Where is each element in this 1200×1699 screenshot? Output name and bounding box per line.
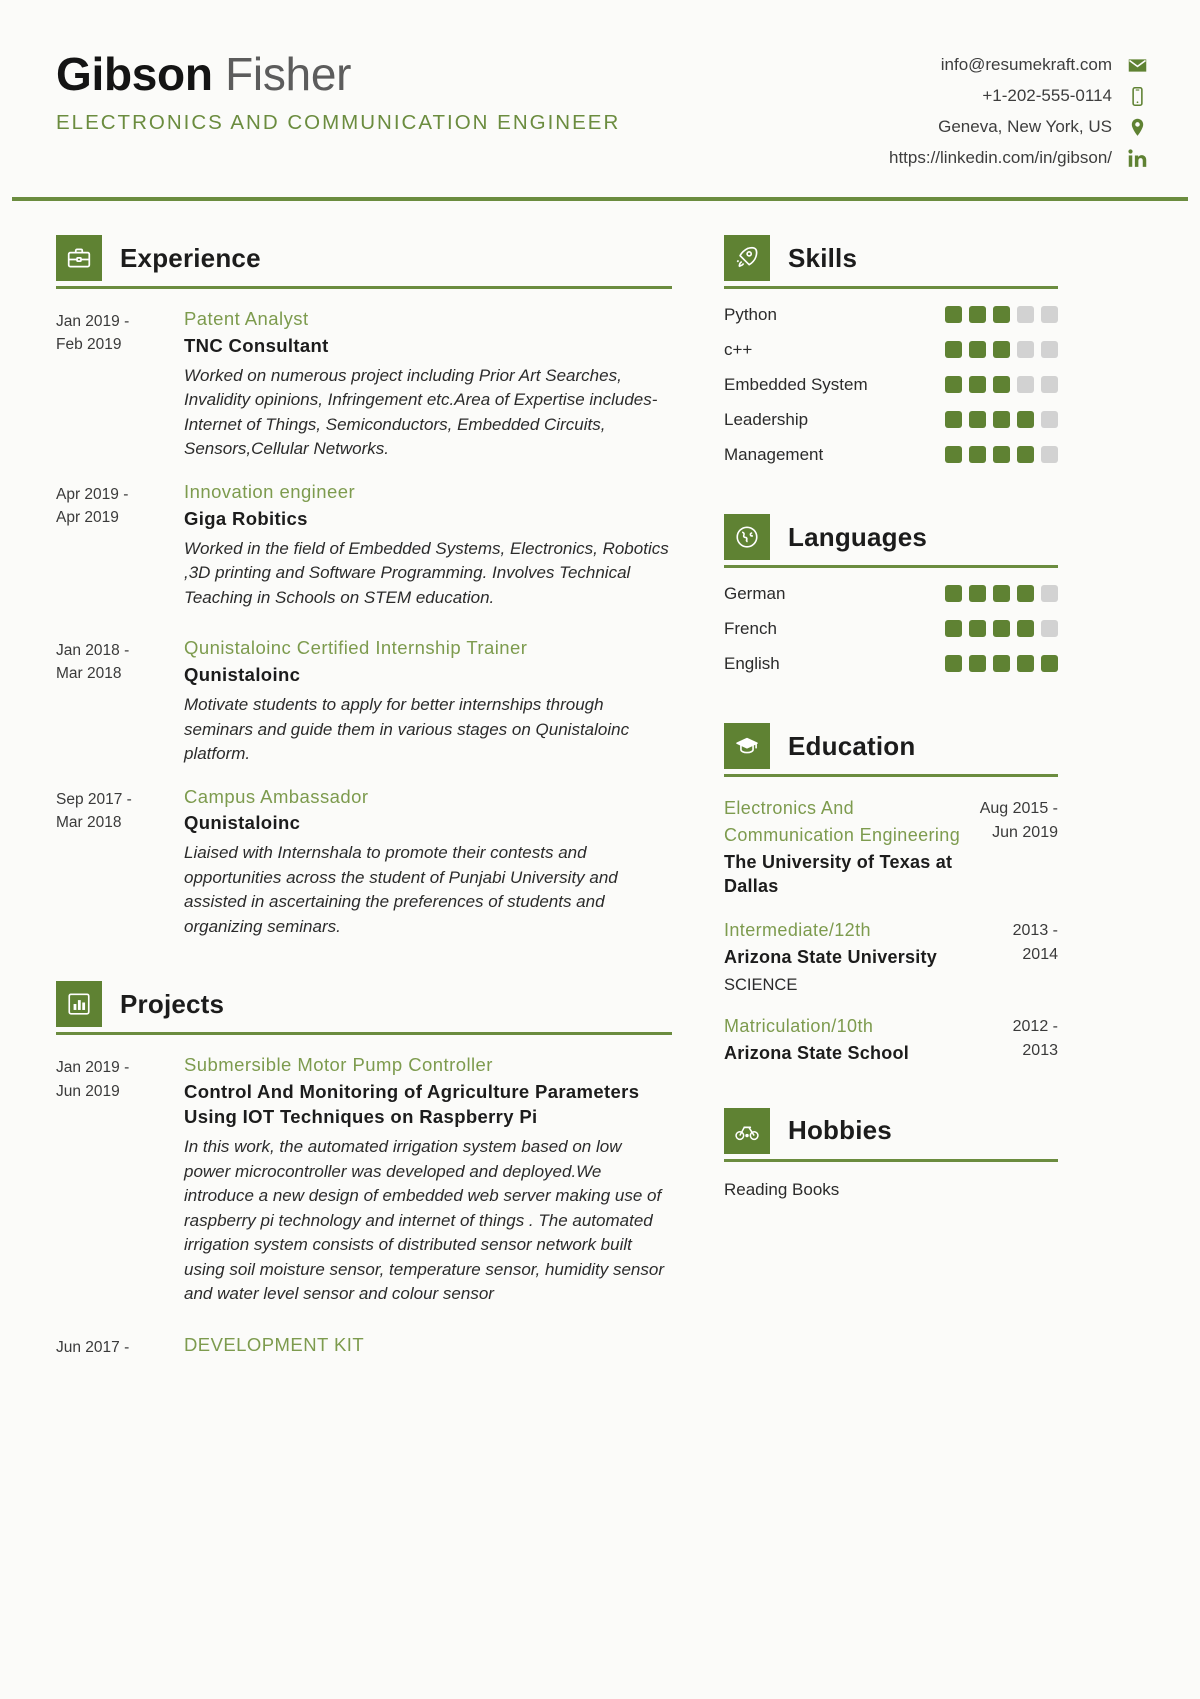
name-block: [56, 44, 620, 135]
entry-role: Campus Ambassador: [184, 785, 369, 807]
rating-square: [969, 446, 986, 463]
rating-square: [993, 411, 1010, 428]
skill-row: [712, 437, 1058, 472]
education-main: [724, 1013, 1001, 1065]
entry-date: Jan 2019 - Jun 2019: [56, 1059, 130, 1100]
skill-label: Leadership: [724, 409, 809, 429]
section-hobbies: [712, 1108, 1058, 1200]
entry-role: Innovation engineer: [184, 480, 356, 502]
entry-organization: TNC Consultant: [184, 334, 329, 356]
language-rating: [945, 655, 1058, 672]
education-field: SCIENCE: [724, 976, 798, 995]
experience-heading: [44, 235, 672, 281]
rating-square: [993, 446, 1010, 463]
rating-square: [945, 620, 962, 637]
entry-description: Motivate students to apply for better internships through seminars and guide them in various stages on Qunistaloinc platform.: [184, 695, 630, 764]
skill-rating: [945, 376, 1058, 393]
education-entry: [712, 777, 1058, 899]
education-date: 2013 - 2014: [1012, 921, 1058, 963]
rocket-icon: [724, 235, 770, 281]
rating-square: [969, 341, 986, 358]
skill-rating: [945, 411, 1058, 428]
education-school: Arizona State University: [724, 946, 938, 967]
rating-square: [945, 446, 962, 463]
entry-date: Jan 2018 - Mar 2018: [56, 642, 130, 683]
language-row: [712, 576, 1058, 611]
entry-date: Jun 2017 -: [56, 1338, 130, 1356]
education-school: Arizona State School: [724, 1043, 910, 1064]
skill-row: [712, 332, 1058, 367]
entry-body: [184, 1333, 672, 1360]
rating-square: [1017, 620, 1034, 637]
entry-body: [184, 785, 672, 940]
resume-body: [0, 201, 1200, 1367]
skill-rating: [945, 306, 1058, 323]
skill-row: [712, 367, 1058, 402]
language-label: German: [724, 583, 786, 603]
project-description: In this work, the automated irrigation system based on low power microcontroller was developed and deployed.We introduce a new design of embedded web server making use of raspberry pi technology and internet of things . The automated irrigation system consists of distributed sensor network built using soil moisture sensor, temperature sensor, humidity sensor and water level sensor and colour sensor: [184, 1137, 665, 1304]
project-entry: [44, 1035, 672, 1306]
rating-square: [969, 585, 986, 602]
contact-linkedin[interactable]: [889, 145, 1148, 171]
section-projects: [44, 981, 672, 1359]
rating-square: [1017, 376, 1034, 393]
contact-location[interactable]: [889, 114, 1148, 140]
rating-square: [1017, 411, 1034, 428]
rating-square: [1017, 306, 1034, 323]
rating-square: [1017, 585, 1034, 602]
entry-description: Liaised with Internshala to promote their contests and opportunities across the student of Punjabi University and assisted in ascertaining the preferences of students and organizing seminars.: [184, 843, 618, 936]
rating-square: [1041, 620, 1058, 637]
education-date: 2012 - 2013: [1012, 1018, 1058, 1060]
rating-square: [969, 655, 986, 672]
linkedin-icon: [1126, 147, 1148, 169]
project-name: DEVELOPMENT KIT: [184, 1333, 365, 1355]
education-degree: Electronics And Communication Engineering: [724, 798, 961, 845]
section-experience: [44, 235, 672, 939]
rating-square: [945, 411, 962, 428]
projects-title: Projects: [120, 988, 225, 1019]
rating-square: [1041, 341, 1058, 358]
hobbies-title: Hobbies: [788, 1115, 892, 1146]
envelope-icon: [1126, 54, 1148, 76]
language-label: English: [724, 653, 780, 673]
globe-icon: [724, 514, 770, 560]
entry-date: Apr 2019 - Apr 2019: [56, 485, 129, 527]
contact-email-text: info@resumekraft.com: [940, 55, 1112, 74]
entry-body: [184, 480, 672, 610]
section-skills: [712, 235, 1058, 472]
entry-organization: Qunistaloinc: [184, 664, 301, 686]
rating-square: [969, 376, 986, 393]
rating-square: [993, 620, 1010, 637]
rating-square: [1017, 655, 1034, 672]
entry-description: Worked on numerous project including Prior Art Searches, Invalidity opinions, Infringement etc.Area of Expertise includes- Internet of Things, Semiconductors, Embedded Circuits, Sensors,Cellular Networks.: [184, 365, 658, 459]
language-row: [712, 611, 1058, 646]
section-education: [712, 723, 1058, 1066]
rating-square: [969, 620, 986, 637]
projects-heading: [44, 981, 672, 1027]
resume-header: [0, 0, 1200, 171]
languages-heading: [712, 514, 1058, 560]
entry-date: Sep 2017 - Mar 2018: [56, 790, 132, 831]
entry-body: [184, 1053, 672, 1306]
location-pin-icon: [1126, 116, 1148, 138]
language-rating: [945, 585, 1058, 602]
rating-square: [1041, 376, 1058, 393]
rating-square: [993, 306, 1010, 323]
rating-square: [1041, 306, 1058, 323]
entry-organization: Giga Robitics: [184, 507, 308, 529]
bicycle-icon: [724, 1108, 770, 1154]
rating-square: [945, 376, 962, 393]
rating-square: [993, 341, 1010, 358]
skill-rating: [945, 341, 1058, 358]
entry-role: Patent Analyst: [184, 308, 309, 329]
skill-rating: [945, 446, 1058, 463]
skills-title: Skills: [788, 242, 858, 273]
education-entry: [712, 995, 1058, 1065]
right-column: [712, 235, 1058, 1367]
rating-square: [1017, 446, 1034, 463]
education-date: Aug 2015 - Jun 2019: [979, 800, 1058, 841]
graduation-cap-icon: [724, 723, 770, 769]
last-name: Fisher: [225, 48, 352, 100]
skill-row: [712, 402, 1058, 437]
entry-description: Worked in the field of Embedded Systems, Electronics, Robotics ,3D printing and Software Programming. Involves Technical Teaching in Schools on STEM education.: [184, 538, 669, 607]
rating-square: [1041, 411, 1058, 428]
page-title: [56, 50, 620, 99]
rating-square: [1017, 341, 1034, 358]
contact-phone[interactable]: [889, 83, 1148, 109]
rating-square: [1041, 655, 1058, 672]
left-column: [44, 235, 672, 1367]
contact-list: [889, 44, 1148, 171]
experience-entry: [44, 462, 672, 610]
language-row: [712, 646, 1058, 681]
skill-label: Embedded System: [724, 374, 868, 394]
education-entry: [712, 899, 1058, 995]
languages-title: Languages: [788, 521, 928, 552]
project-subtitle: Control And Monitoring of Agriculture Parameters Using IOT Techniques on Raspberry Pi: [184, 1081, 640, 1128]
rating-square: [969, 411, 986, 428]
rating-square: [969, 306, 986, 323]
entry-body: [184, 636, 672, 766]
first-name: Gibson: [56, 48, 213, 100]
education-main: [724, 795, 968, 899]
rating-square: [945, 655, 962, 672]
briefcase-icon: [56, 235, 102, 281]
experience-entry: [44, 289, 672, 462]
experience-entry: [44, 610, 672, 766]
rating-square: [945, 306, 962, 323]
bar-chart-icon: [56, 981, 102, 1027]
skills-heading: [712, 235, 1058, 281]
language-rating: [945, 620, 1058, 637]
rating-square: [1041, 446, 1058, 463]
rating-square: [993, 376, 1010, 393]
project-name: Submersible Motor Pump Controller: [184, 1054, 493, 1076]
experience-entry: [44, 767, 672, 940]
contact-phone-text: +1-202-555-0114: [982, 86, 1112, 105]
entry-date: Jan 2019 - Feb 2019: [56, 313, 130, 354]
hobbies-heading: [712, 1108, 1058, 1154]
entry-role: Qunistaloinc Certified Internship Trainer: [184, 637, 528, 659]
contact-location-text: Geneva, New York, US: [938, 117, 1112, 136]
rating-square: [1041, 585, 1058, 602]
skill-row: [712, 297, 1058, 332]
education-degree: Matriculation/10th: [724, 1016, 874, 1037]
skill-label: c++: [724, 339, 753, 359]
education-school: The University of Texas at Dallas: [724, 852, 953, 897]
contact-linkedin-text: https://linkedin.com/in/gibson/: [888, 148, 1112, 167]
section-languages: [712, 514, 1058, 681]
job-title: ELECTRONICS AND COMMUNICATION ENGINEER: [56, 110, 621, 134]
rating-square: [945, 341, 962, 358]
rating-square: [993, 585, 1010, 602]
experience-title: Experience: [120, 242, 261, 273]
entry-body: [184, 307, 672, 462]
contact-email[interactable]: [889, 52, 1148, 78]
education-title: Education: [788, 730, 916, 761]
education-heading: [712, 723, 1058, 769]
education-main: [724, 917, 1001, 995]
skill-label: Python: [724, 304, 777, 324]
rating-square: [993, 655, 1010, 672]
skill-label: Management: [724, 444, 824, 464]
phone-icon: [1126, 85, 1148, 107]
entry-organization: Qunistaloinc: [184, 812, 301, 834]
language-label: French: [724, 618, 777, 638]
rating-square: [945, 585, 962, 602]
project-entry: [44, 1307, 672, 1360]
hobby-item: Reading Books: [724, 1179, 840, 1199]
education-degree: Intermediate/12th: [724, 919, 871, 940]
